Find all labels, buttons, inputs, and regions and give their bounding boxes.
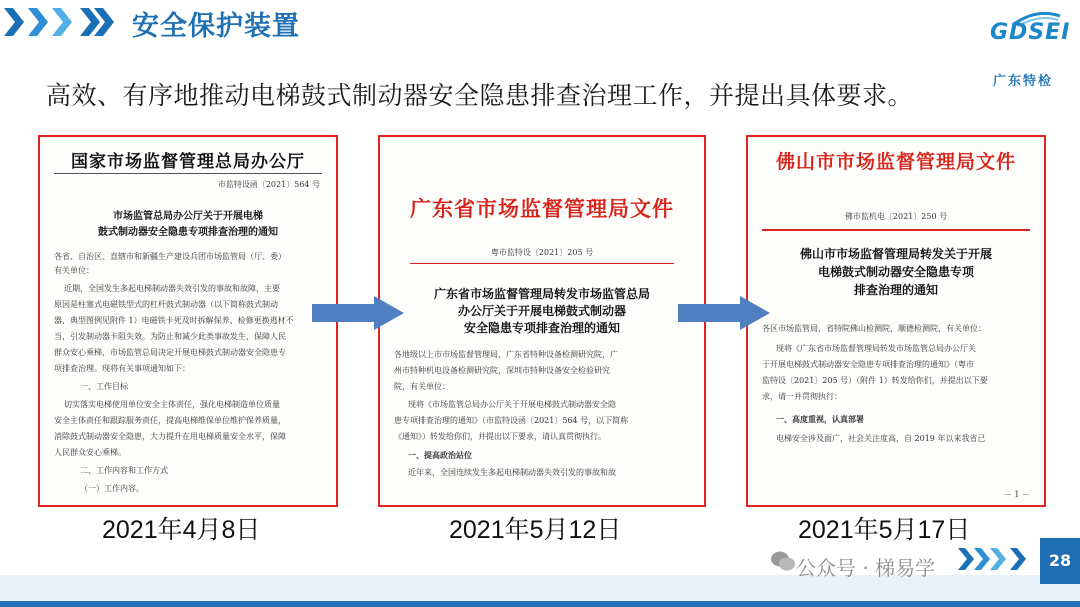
doc-body-line: 一、提高政治站位 — [408, 450, 472, 460]
page-number: 28 — [1040, 538, 1080, 584]
logo-name: 广东特检 — [993, 74, 1054, 89]
doc-body-line: 患专项排查治理的通知》（市监特设函〔2021〕564 号，以下简称 — [394, 416, 629, 425]
doc-body-line: 项排查治理。现将有关事项通知如下： — [54, 364, 190, 373]
doc-body-line: 群众安心乘梯，市场监管总局决定开展电梯鼓式制动器安全隐患专 — [54, 348, 286, 357]
doc-body-line: 求，请一并贯彻执行： — [762, 392, 842, 401]
doc-body-line: 各省、自治区、直辖市和新疆生产建设兵团市场监管局（厅、委） — [54, 252, 286, 261]
doc-body-line: 现将《市场监管总局办公厅关于开展电梯鼓式制动器安全隐 — [408, 400, 616, 409]
doc-body-line: 《通知》）转发给你们，并提出以下要求，请认真贯彻执行。 — [394, 432, 606, 441]
doc-body-line: 近期，全国发生多起电梯制动器失效引发的事故和故障，主要 — [64, 284, 280, 293]
date-label: 2021年4月8日 — [102, 516, 261, 544]
document-national — [38, 135, 338, 507]
logo-brand: GDSEI — [990, 20, 1071, 45]
footer-stripe — [0, 601, 1080, 607]
page-title: 安全保护装置 — [132, 11, 300, 42]
doc-body-line: 有关单位： — [54, 266, 94, 275]
page-subtitle: 高效、有序地推动电梯鼓式制动器安全隐患排查治理工作，并提出具体要求。 — [46, 81, 914, 110]
footer-chevrons-icon — [958, 548, 1038, 570]
date-label: 2021年5月12日 — [449, 516, 622, 544]
doc-title-line: 排查治理的通知 — [853, 283, 938, 297]
doc-body-line: 器，典型图例见附件 1）电磁铁卡死及时拆解保养、检修更换逃材不 — [54, 316, 294, 325]
chevron-icon-4 — [80, 8, 114, 36]
wechat-icon — [770, 548, 796, 574]
doc-title-line: 安全隐患专项排查治理的通知 — [463, 321, 620, 335]
doc-body-line: 消除鼓式制动器安全隐患，大力提升在用电梯质量安全水平，保障 — [54, 432, 286, 441]
doc-ref: 市监特设函〔2021〕564 号 — [217, 180, 320, 189]
chevron-icon-2 — [28, 8, 48, 36]
doc-issuer: 广东省市场监督管理局文件 — [410, 196, 674, 221]
doc-title-line: 市场监管总局办公厅关于开展电梯 — [113, 211, 263, 222]
doc-page-mark: － 1 － — [1003, 490, 1030, 499]
chevron-icon-1 — [4, 8, 24, 36]
doc-title-line: 鼓式制动器安全隐患专项排查治理的通知 — [98, 227, 278, 238]
doc-body-line: 一、高度重视，认真部署 — [776, 414, 864, 424]
date-label: 2021年5月17日 — [798, 516, 971, 544]
doc-title-line: 佛山市市场监督管理局转发关于开展 — [799, 247, 992, 261]
doc-issuer: 佛山市市场监督管理局文件 — [775, 151, 1016, 173]
doc-body-line: 二、工作内容和工作方式 — [80, 466, 168, 475]
document-foshan — [746, 135, 1046, 507]
doc-title-line: 办公厅关于开展电梯鼓式制动器 — [457, 304, 626, 318]
doc-title-line: 广东省市场监督管理局转发市场监管总局 — [433, 287, 650, 301]
watermark: 公众号 · 梯易学 — [796, 556, 936, 580]
doc-body-line: 当，引发制动器卡阻失效。为防止和减少此类事故发生，保障人民 — [54, 332, 286, 341]
doc-body-line: 一、工作目标 — [80, 382, 128, 391]
doc-body-line: （一）工作内容。 — [80, 484, 144, 493]
doc-title-line: 电梯鼓式制动器安全隐患专项 — [817, 265, 974, 279]
doc-ref: 佛市监机电〔2021〕250 号 — [844, 212, 948, 221]
doc-body-line: 近年来，全国连续发生多起电梯制动器失效引发的事故和故 — [408, 468, 616, 477]
arrow-right-icon — [678, 296, 770, 330]
doc-body-line: 州市特种机电设备检测研究院，深圳市特种设备安全检验研究 — [394, 366, 610, 375]
doc-body-line: 各地级以上市市场监督管理局，广东省特种设备检测研究院，广 — [394, 350, 618, 359]
document-guangdong — [378, 135, 706, 507]
arrow-right-icon — [312, 296, 404, 330]
doc-body-line: 现将《广东省市场监督管理局转发市场监管总局办公厅关 — [776, 344, 976, 353]
doc-body-line: 监特设〔2021〕205 号）（附件 1）转发给你们，并提出以下要 — [762, 376, 988, 385]
doc-body-line: 切实落实电梯使用单位安全主体责任，强化电梯制造单位质量 — [64, 400, 280, 409]
doc-issuer: 国家市场监督管理总局办公厅 — [71, 152, 305, 172]
doc-body-line: 各区市场监管局，省特院佛山检测院，顺德检测院，有关单位： — [762, 324, 986, 333]
doc-body-line: 于开展电梯鼓式制动器安全隐患专项排查治理的通知》（粤市 — [762, 360, 974, 369]
chevron-icon-3 — [52, 8, 72, 36]
doc-ref: 粤市监特设〔2021〕205 号 — [490, 248, 594, 257]
doc-body-line: 原因是柱塞式电磁铁型式的杠杆鼓式制动器（以下简称鼓式制动 — [54, 300, 278, 309]
doc-body-line: 电梯安全涉及面广，社会关注度高，自 2019 年以来我省已 — [776, 434, 986, 443]
doc-body-line: 院，有关单位： — [394, 382, 450, 391]
doc-body-line: 人民群众安心乘梯。 — [54, 448, 126, 457]
doc-body-line: 安全主体责任和跟踪服务责任，提高电梯维保单位维护保养质量， — [54, 416, 286, 425]
